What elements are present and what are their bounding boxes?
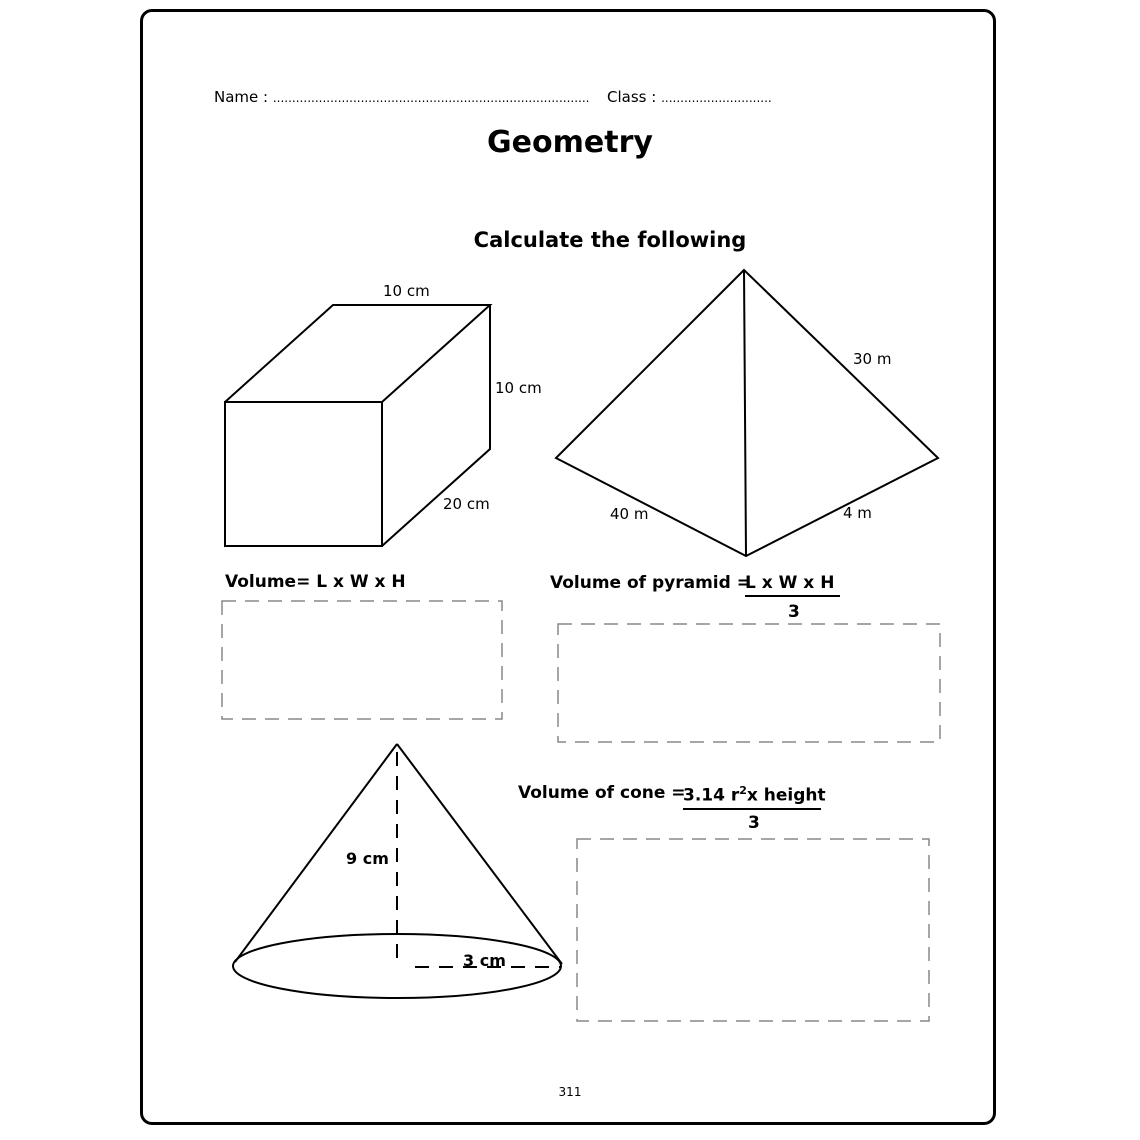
name-label: Name :	[214, 88, 269, 106]
cone-formula-numerator-a: 3.14 r	[683, 785, 740, 806]
cuboid-length-label: 10 cm	[383, 282, 430, 300]
cone-formula-exponent: 2	[739, 784, 747, 797]
cone-formula-numerator-b: x height	[746, 785, 826, 806]
cuboid-volume-formula: Volume= L x W x H	[225, 572, 406, 592]
cuboid-answer-box[interactable]	[222, 601, 502, 719]
cone-height-label: 9 cm	[346, 849, 389, 868]
cuboid-height-label: 10 cm	[495, 379, 542, 397]
cuboid-front-face	[225, 402, 382, 546]
cuboid-depth-label: 20 cm	[443, 495, 490, 513]
page-subtitle: Calculate the following	[473, 228, 747, 252]
class-label: Class :	[607, 88, 657, 106]
pyramid-formula-denominator: 3	[788, 602, 800, 622]
name-blank: ...................................................................................	[272, 91, 590, 105]
cone-formula-numerator	[683, 784, 826, 810]
cone-answer-box[interactable]	[577, 839, 929, 1021]
cone-formula-denominator: 3	[748, 813, 760, 833]
page-number: 311	[558, 1085, 582, 1099]
cone-shape	[233, 744, 562, 998]
pyramid-answer-box[interactable]	[558, 624, 940, 742]
pyramid-formula-numerator: L x W x H	[745, 575, 840, 597]
pyramid-base-right-label: 4 m	[843, 504, 872, 522]
pyramid-center-edge	[744, 270, 746, 556]
cuboid-top-face	[225, 305, 490, 402]
page-title: Geometry	[487, 125, 653, 160]
pyramid-base-left-label: 40 m	[610, 505, 649, 523]
cone-formula-prefix: Volume of cone =	[518, 783, 686, 803]
pyramid-edge-label: 30 m	[853, 350, 892, 368]
class-blank: .............................	[661, 91, 772, 105]
cone-right-edge	[397, 744, 562, 964]
cone-radius-label: 3 cm	[463, 951, 506, 970]
pyramid-formula-prefix: Volume of pyramid =	[550, 573, 751, 593]
